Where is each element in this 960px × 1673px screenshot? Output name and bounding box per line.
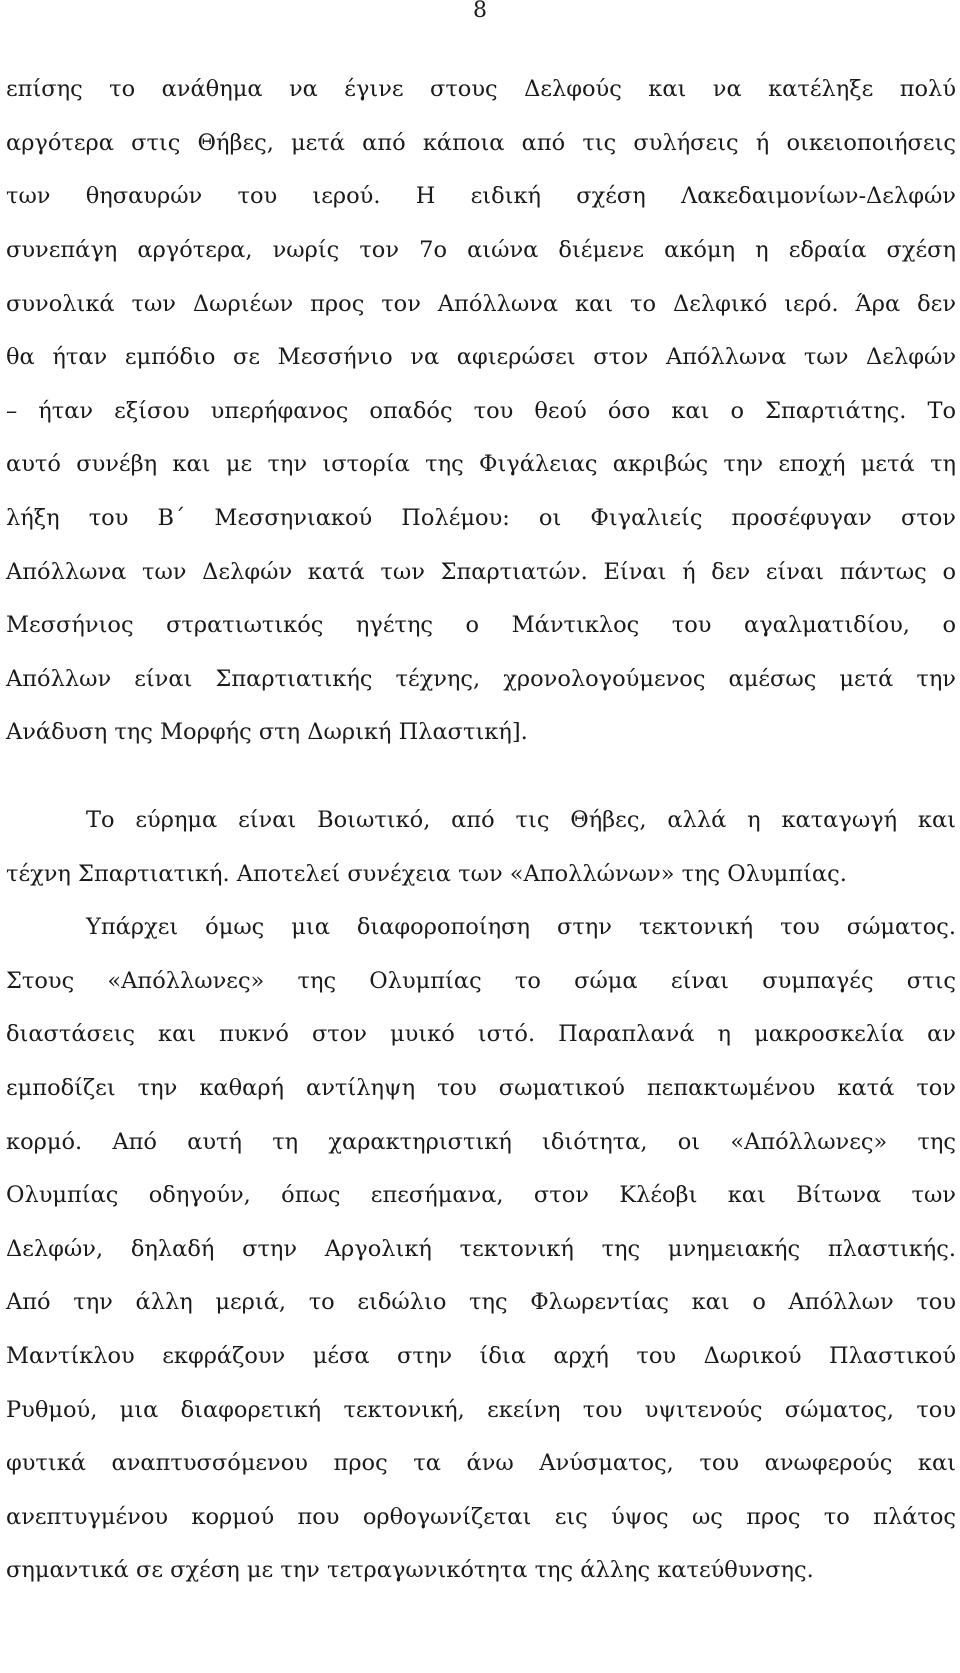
text-line: συνεπάγη αργότερα, νωρίς τον 7ο αιώνα διέμενε ακόμη η εδραία σχέση [6, 237, 956, 263]
text-line: Ολυμπίας οδηγούν, όπως επεσήμανα, στον Κλέοβι και Βίτωνα των [6, 1182, 956, 1208]
text-line: λήξη του Β΄ Μεσσηνιακού Πολέμου: οι Φιγαλιείς προσέφυγαν στον [6, 505, 956, 531]
text-line: ανεπτυγμένου κορμού που ορθογωνίζεται εις ύψος ως προς το πλάτος [6, 1504, 956, 1530]
text-line: κορμό. Από αυτή τη χαρακτηριστική ιδιότητα, οι «Απόλλωνες» της [6, 1129, 956, 1155]
text-line: των θησαυρών του ιερού. Η ειδική σχέση Λακεδαιμονίων-Δελφών [6, 183, 956, 209]
text-line: – ήταν εξίσου υπερήφανος οπαδός του θεού όσο και ο Σπαρτιάτης. Το [6, 398, 956, 424]
text-line: Το εύρημα είναι Βοιωτικό, από τις Θήβες, αλλά η καταγωγή και [86, 807, 956, 833]
text-line: Ανάδυση της Μορφής στη Δωρική Πλαστική]. [6, 719, 528, 745]
text-line: διαστάσεις και πυκνό στον μυικό ιστό. Παραπλανά η μακροσκελία αν [6, 1021, 956, 1047]
text-line: αργότερα στις Θήβες, μετά από κάποια από τις συλήσεις ή οικειοποιήσεις [6, 130, 956, 156]
text-line: σημαντικά σε σχέση με την τετραγωνικότητα της άλλης κατεύθυνσης. [6, 1557, 814, 1583]
text-line: τέχνη Σπαρτιατική. Αποτελεί συνέχεια των «Απολλώνων» της Ολυμπίας. [6, 861, 847, 887]
text-line: Στους «Απόλλωνες» της Ολυμπίας το σώμα είναι συμπαγές στις [6, 968, 956, 994]
text-line: θα ήταν εμπόδιο σε Μεσσήνιο να αφιερώσει στον Απόλλωνα των Δελφών [6, 344, 956, 370]
text-line: Δελφών, δηλαδή στην Αργολική τεκτονική της μνημειακής πλαστικής. [6, 1236, 956, 1262]
text-line: επίσης το ανάθημα να έγινε στους Δελφούς και να κατέληξε πολύ [6, 76, 956, 102]
text-line: Μεσσήνιος στρατιωτικός ηγέτης ο Μάντικλος του αγαλματιδίου, ο [6, 612, 956, 638]
text-line: Από την άλλη μεριά, το ειδώλιο της Φλωρεντίας και ο Απόλλων του [6, 1289, 956, 1315]
text-line: Ρυθμού, μια διαφορετική τεκτονική, εκείνη του υψιτενούς σώματος, του [6, 1397, 956, 1423]
text-line: Υπάρχει όμως μια διαφοροποίηση στην τεκτονική του σώματος. [86, 914, 956, 940]
text-line: εμποδίζει την καθαρή αντίληψη του σωματικού πεπακτωμένου κατά τον [6, 1075, 956, 1101]
text-line: Απόλλων είναι Σπαρτιατικής τέχνης, χρονολογούμενος αμέσως μετά την [6, 666, 956, 692]
text-line: Μαντίκλου εκφράζουν μέσα στην ίδια αρχή του Δωρικού Πλαστικού [6, 1343, 956, 1369]
text-line: συνολικά των Δωριέων προς τον Απόλλωνα και το Δελφικό ιερό. Άρα δεν [6, 291, 956, 317]
text-line: φυτικά αναπτυσσόμενου προς τα άνω Ανύσματος, του ανωφερούς και [6, 1450, 956, 1476]
page-number: 8 [473, 0, 487, 23]
text-line: Απόλλωνα των Δελφών κατά των Σπαρτιατών. Είναι ή δεν είναι πάντως ο [6, 559, 956, 585]
text-line: αυτό συνέβη και με την ιστορία της Φιγάλειας ακριβώς την εποχή μετά τη [6, 451, 956, 477]
